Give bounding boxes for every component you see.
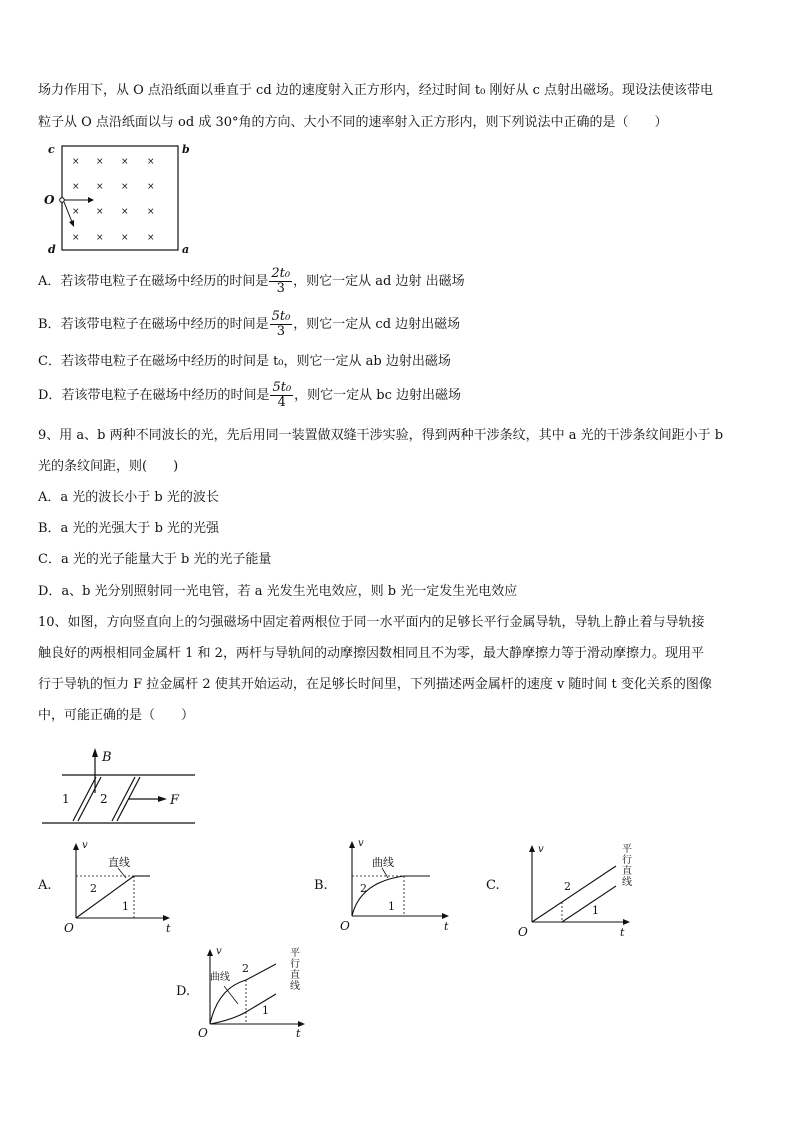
q10-text-line-3: 行于导轨的恒力 F 拉金属杆 2 使其开始运动，在足够长时间里，下列描述两金属杆的速度 v 随时间 t 变化关系的图像: [38, 677, 712, 692]
label-rod-1: 1: [62, 792, 70, 806]
rod-1-b: [78, 777, 101, 821]
svg-text:×: ×: [72, 157, 80, 167]
q8-text-line-1: 场力作用下，从 O 点沿纸面以垂直于 cd 边的速度射入正方形内，经过时间 t₀ 刚好从 c 点射出磁场。现设法使该带电: [38, 83, 714, 98]
curve-1-label: 1: [592, 904, 599, 917]
svg-text:×: ×: [147, 207, 155, 217]
svg-text:×: ×: [72, 182, 80, 192]
v-label: v: [216, 946, 222, 957]
svg-text:×: ×: [121, 207, 129, 217]
q8-square-field-figure: [40, 138, 190, 258]
label-o: O: [44, 193, 55, 207]
q9-option-c: C．a 光的光子能量大于 b 光的光子能量: [38, 552, 272, 567]
origin-label: O: [198, 1026, 208, 1040]
q10-text-line-1: 10、如图，方向竖直向上的匀强磁场中固定着两根位于同一水平面内的足够长平行金属导轨，导轨上静止着与导轨接: [38, 615, 705, 630]
note-label: 曲线: [372, 856, 394, 869]
svg-text:×: ×: [96, 207, 104, 217]
t-label: t: [444, 920, 449, 933]
svg-text:×: ×: [96, 233, 104, 243]
label-b: b: [182, 143, 190, 156]
q10-graph-d-letter: D.: [176, 984, 191, 999]
curve-2-label: 2: [242, 962, 249, 975]
svg-text:×: ×: [72, 207, 80, 217]
rod-1-a: [73, 777, 96, 821]
label-a: a: [182, 243, 190, 256]
q8-text-line-2: 粒子从 O 点沿纸面以与 od 成 30°角的方向、大小不同的速率射入正方形内，则下列说法中正确的是（ ）: [38, 115, 668, 130]
svg-text:×: ×: [147, 233, 155, 243]
origin-label: O: [64, 921, 74, 935]
svg-text:平行直线: 平行直线: [622, 844, 632, 888]
t-label: t: [296, 1027, 301, 1040]
q8-option-c: C．若该带电粒子在磁场中经历的时间是 t₀，则它一定从 ab 边射出磁场: [38, 354, 451, 369]
curve-2-label: 2: [564, 880, 571, 893]
q10-graph-a: [62, 840, 177, 935]
t-label: t: [620, 926, 625, 938]
q8-option-d: D．若该带电粒子在磁场中经历的时间是 $\frac{\text{5t₀}}{4}$ ，则它一定从 bc 边射出磁场: [38, 380, 462, 410]
curve-1-label: 1: [388, 900, 395, 913]
q9-text-line-2: 光的条纹间距，则( ): [38, 459, 179, 474]
svg-text:×: ×: [121, 182, 129, 192]
q10-graph-a-letter: A.: [38, 878, 52, 893]
q8-option-b: B．若该带电粒子在磁场中经历的时间是 $\frac{\text{5t₀}}{3}$ ，则它一定从 cd 边射出磁场: [38, 309, 461, 339]
v-label: v: [358, 838, 364, 849]
q9-option-d: D．a、b 光分别照射同一光电管，若 a 光发生光电效应，则 b 光一定发生光电效应: [38, 584, 518, 599]
point-o: [60, 198, 65, 203]
q10-graph-d: [198, 944, 323, 1040]
q10-text-line-4: 中，可能正确的是（ ）: [38, 708, 195, 723]
note-label: 直线: [108, 856, 130, 869]
label-f: F: [170, 793, 180, 808]
svg-text:×: ×: [121, 157, 129, 167]
curve-2-label: 2: [360, 882, 367, 895]
q10-text-line-2: 触良好的两根相同金属杆 1 和 2，两杆与导轨间的动摩擦因数相同且不为零，最大静摩擦力等于滑动摩擦力。现用平: [38, 646, 704, 661]
q8-option-a: A．若该带电粒子在磁场中经历的时间是 $\frac{\text{2t₀}}{3}$ ，则它一定从 ad 边射 出磁场: [38, 266, 465, 296]
q10-graph-c-letter: C.: [486, 878, 500, 893]
q10-graph-c: [512, 838, 644, 938]
origin-label: O: [518, 925, 528, 938]
t-label: t: [166, 922, 171, 935]
svg-text:×: ×: [147, 182, 155, 192]
q10-graph-b: [338, 836, 458, 935]
label-c: c: [48, 143, 55, 156]
svg-text:×: ×: [96, 182, 104, 192]
curve-2-label: 2: [90, 882, 97, 895]
label-d: d: [48, 243, 56, 256]
q10-rails-figure: [40, 745, 200, 827]
velocity-arrow-angled: [64, 202, 72, 222]
curve-1-label: 1: [122, 900, 129, 913]
origin-label: O: [340, 919, 350, 933]
svg-text:×: ×: [72, 233, 80, 243]
svg-text:×: ×: [121, 233, 129, 243]
curve-1-label: 1: [262, 1004, 269, 1017]
q9-option-b: B．a 光的光强大于 b 光的光强: [38, 521, 220, 536]
note-2-label: 平行直线: [290, 948, 300, 992]
v-label: v: [82, 840, 88, 851]
q9-text-line-1: 9、用 a、b 两种不同波长的光，先后用同一装置做双缝干涉实验，得到两种干涉条纹，其中 a 光的干涉条纹间距小于 b: [38, 428, 724, 443]
svg-text:×: ×: [147, 157, 155, 167]
note-1-label: 曲线: [210, 972, 230, 983]
note-label: [622, 843, 632, 888]
v-label: v: [538, 844, 544, 855]
svg-text:×: ×: [96, 157, 104, 167]
q9-option-a: A．a 光的波长小于 b 光的波长: [38, 490, 219, 505]
label-b-field: B: [102, 750, 112, 765]
label-rod-2: 2: [100, 792, 108, 806]
q10-graph-b-letter: B.: [314, 878, 328, 893]
